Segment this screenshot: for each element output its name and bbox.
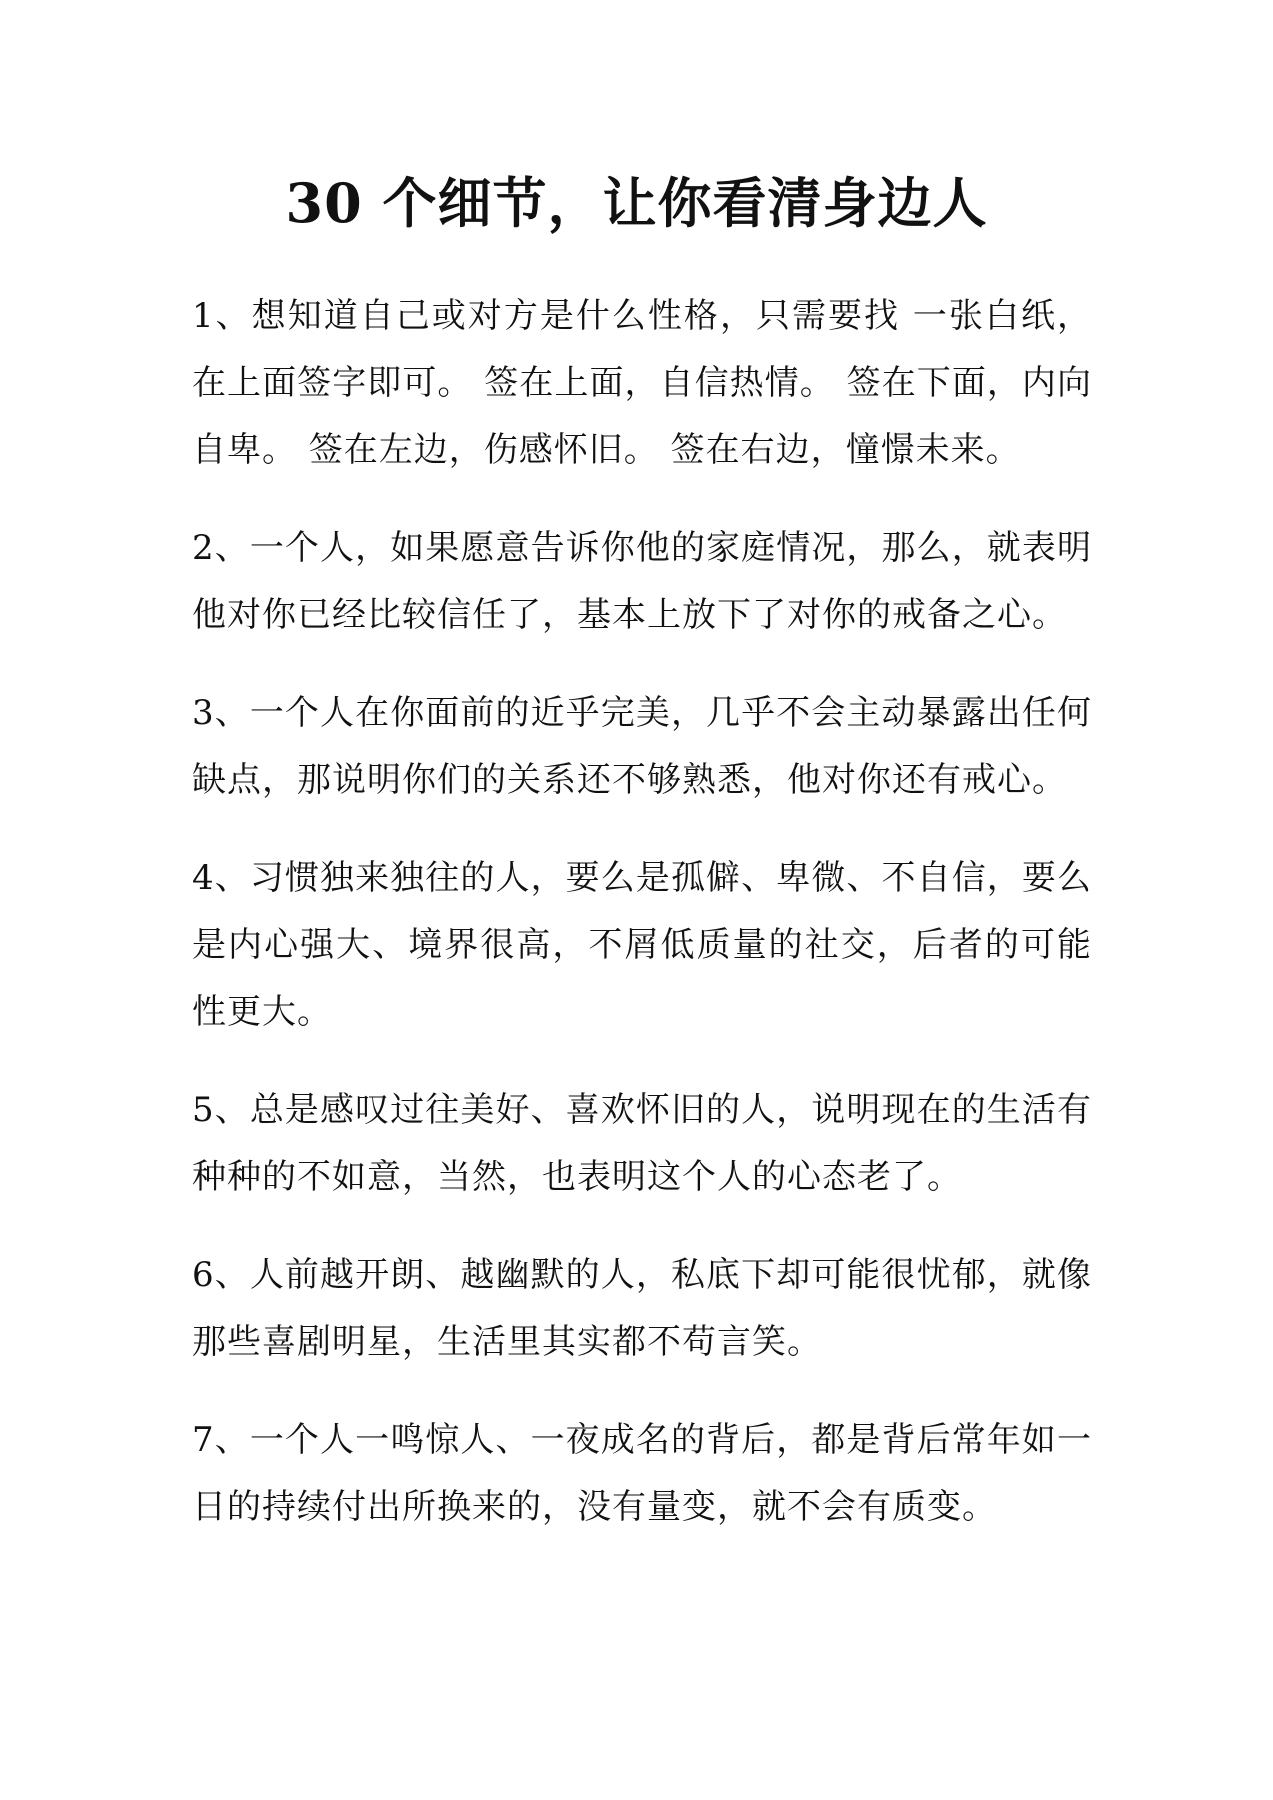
list-item: 5、总是感叹过往美好、喜欢怀旧的人，说明现在的生活有种种的不如意，当然，也表明这个人的心态老了。 (192, 1090, 1092, 1197)
list-item: 2、一个人，如果愿意告诉你他的家庭情况，那么，就表明他对你已经比较信任了，基本上放下了对你的戒备之心。 (192, 528, 1092, 635)
page-title: 30 个细节，让你看清身边人 (285, 171, 988, 235)
article-body (192, 283, 1092, 1572)
list-item: 6、人前越开朗、越幽默的人，私底下却可能很忧郁，就像那些喜剧明星，生活里其实都不苟言笑。 (192, 1255, 1092, 1362)
list-item: 7、一个人一鸣惊人、一夜成名的背后，都是背后常年如一日的持续付出所换来的，没有量变，就不会有质变。 (192, 1420, 1092, 1527)
list-item: 1、想知道自己或对方是什么性格，只需要找 一张白纸，在上面签字即可。 签在上面，自信热情。 签在下面，内向自卑。 签在左边，伤感怀旧。 签在右边，憧憬未来。 (192, 296, 1092, 470)
list-item: 4、习惯独来独往的人，要么是孤僻、卑微、不自信，要么是内心强大、境界很高，不屑低质量的社交，后者的可能性更大。 (192, 858, 1092, 1032)
list-item: 3、一个人在你面前的近乎完美，几乎不会主动暴露出任何缺点，那说明你们的关系还不够熟悉，他对你还有戒心。 (192, 693, 1092, 800)
